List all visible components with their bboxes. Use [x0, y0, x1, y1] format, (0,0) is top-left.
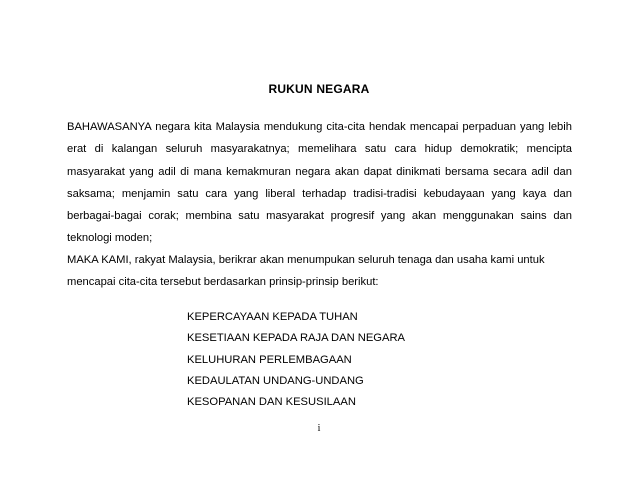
- principle-item: KESOPANAN DAN KESUSILAAN: [187, 396, 356, 409]
- principle-item: KEDAULATAN UNDANG-UNDANG: [187, 374, 364, 387]
- principle-item: KEPERCAYAAN KEPADA TUHAN: [187, 311, 358, 323]
- principle-item: KELUHURAN PERLEMBAGAAN: [187, 353, 352, 366]
- page-number: i: [317, 423, 321, 434]
- preamble-paragraph: BAHAWASANYA negara kita Malaysia mendukung cita-cita hendak mencapai perpaduan yang lebih erat di kalangan seluruh masyarakatnya; memelihara satu cara hidup demokratik; mencipta masyarakat yang adil di mana kemakmuran negara akan dapat dinikmati bersama secara adil dan saksama; menjamin satu cara yang liberal terhadap tradisi-tradisi kebudayaan yang kaya dan berbagai-bagai corak; membina satu masyarakat progresif yang akan menggunakan sains dan teknologi moden;: [67, 121, 572, 245]
- principles-list: [187, 307, 405, 413]
- principle-item: KESETIAAN KEPADA RAJA DAN NEGARA: [187, 332, 406, 345]
- pledge-paragraph: MAKA KAMI, rakyat Malaysia, berikrar akan menumpukan seluruh tenaga dan usaha kami untuk mencapai cita-cita tersebut berdasarkan prinsip-prinsip berikut:: [67, 254, 545, 289]
- document-title: RUKUN NEGARA: [268, 82, 370, 96]
